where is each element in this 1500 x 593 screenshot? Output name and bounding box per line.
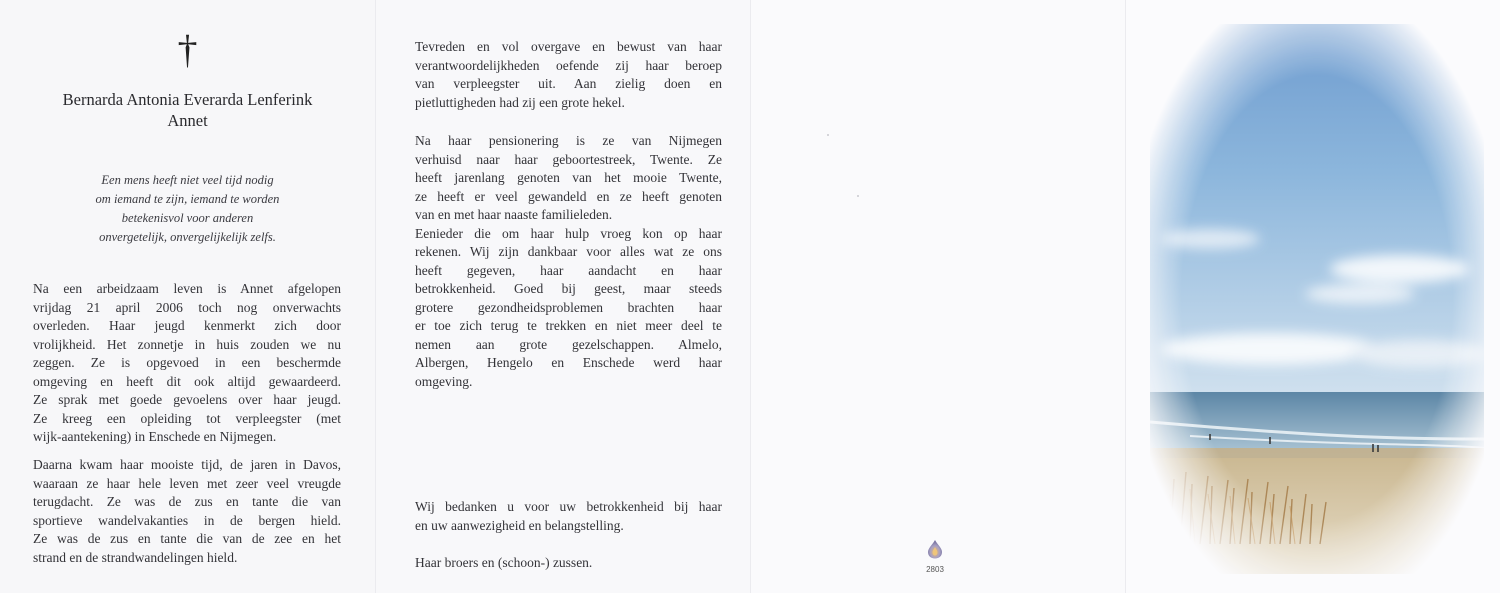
biography-paragraph-4 — [415, 132, 722, 391]
print-code: 2803 — [926, 565, 944, 574]
text-line: zeggen. Ze is opgevoed in een beschermde — [33, 355, 341, 370]
biography-paragraph-3 — [415, 38, 722, 112]
nickname: Annet — [167, 111, 208, 130]
text-line: verhuisd naar haar geboortestreek, Twente. Ze — [415, 151, 722, 167]
cross-icon: † — [177, 27, 198, 72]
text-line: Daarna kwam haar mooiste tijd, de jaren in Davos, — [33, 457, 341, 472]
text-line: Albergen, Hengelo en Enschede werd haar — [415, 355, 722, 370]
fold-line — [750, 0, 751, 593]
text-line: ze heeft er veel gewandeld en ze heeft genoten — [415, 188, 722, 204]
full-name: Bernarda Antonia Everarda Lenferink — [62, 90, 313, 109]
text-line: nemen aan grote gezelschappen. Almelo, — [415, 336, 722, 352]
text-line: wijk-aantekening) in Enschede en Nijmegen. — [33, 429, 277, 444]
text-line: waaraan ze haar hele leven met zeer veel vreugde — [33, 475, 341, 491]
text-line: van verpleegster uit. Aan zielig doen en — [415, 76, 722, 91]
text-line: sportieve wandelvakanties in de bergen hield. — [33, 512, 341, 528]
text-line: Tevreden en vol overgave en bewust van haar — [415, 39, 722, 54]
text-line: Wij bedanken u voor uw betrokkenheid bij haar — [415, 499, 722, 514]
text-line: betrokkenheid. Goed bij geest, maar steeds — [415, 281, 722, 296]
poem-line: betekenisvol voor anderen — [121, 211, 254, 225]
text-line: Haar broers en (schoon-) zussen. — [415, 555, 593, 570]
poem — [0, 171, 375, 247]
text-line: vrolijkheid. Het zonnetje in huis zouden we nu — [33, 336, 341, 352]
speck — [827, 134, 829, 136]
text-line: grotere gezondheidsproblemen brachten haar — [415, 299, 722, 315]
signature-text — [415, 554, 722, 573]
text-line: Ze was de zus en tante die van de zee en het — [33, 531, 341, 546]
text-line: omgeving. — [415, 373, 473, 389]
text-line: Ze sprak met goede gevoelens over haar jeugd. — [33, 392, 341, 407]
thanks-text — [415, 498, 722, 535]
text-line: Na haar pensionering is ze van Nijmegen — [415, 133, 722, 148]
text-line: vrijdag 21 april 2006 toch nog onverwachts — [33, 299, 341, 315]
poem-line: om iemand te zijn, iemand te worden — [95, 192, 280, 206]
speck — [857, 195, 859, 197]
text-line: Eenieder die om haar hulp vroeg kon op haar — [415, 225, 722, 241]
deceased-name — [0, 89, 375, 131]
text-line: er toe zich terug te trekken en niet meer deel te — [415, 318, 722, 333]
text-line: Ze kreeg een opleiding tot verpleegster (met — [33, 410, 341, 426]
biography-paragraph-2 — [33, 456, 341, 567]
text-line: en uw aanwezigheid en belangstelling. — [415, 517, 624, 533]
text-line: heeft gegeven, haar aandacht en haar — [415, 262, 722, 278]
text-line: rekenen. Wij zijn dankbaar voor alles wat ze ons — [415, 244, 722, 259]
poem-line: onvergetelijk, onvergelijkelijk zelfs. — [99, 230, 276, 244]
flame-drop-icon — [926, 539, 944, 559]
text-line: pietluttigheden had zij een grote hekel. — [415, 94, 625, 110]
text-line: overleden. Haar jeugd kenmerkt zich door — [33, 318, 341, 333]
beach-dunes-sea-photo — [1150, 24, 1484, 574]
text-line: omgeving en heeft dit ook altijd gewaardeerd. — [33, 373, 341, 389]
text-line: terugdacht. Ze was de zus en tante die van — [33, 494, 341, 509]
text-line: verantwoordelijkheden oefende zij haar beroep — [415, 57, 722, 73]
panel-middle-right — [750, 0, 1125, 593]
fold-line — [375, 0, 376, 593]
poem-line: Een mens heeft niet veel tijd nodig — [101, 173, 274, 187]
text-line: Na een arbeidzaam leven is Annet afgelopen — [33, 281, 341, 296]
text-line: van en met haar naaste familieleden. — [415, 207, 613, 222]
text-line: strand en de strandwandelingen hield. — [33, 549, 238, 565]
text-line: heeft jarenlang genoten van het mooie Twente, — [415, 170, 722, 185]
biography-paragraph-1 — [33, 280, 341, 447]
fold-line — [1125, 0, 1126, 593]
